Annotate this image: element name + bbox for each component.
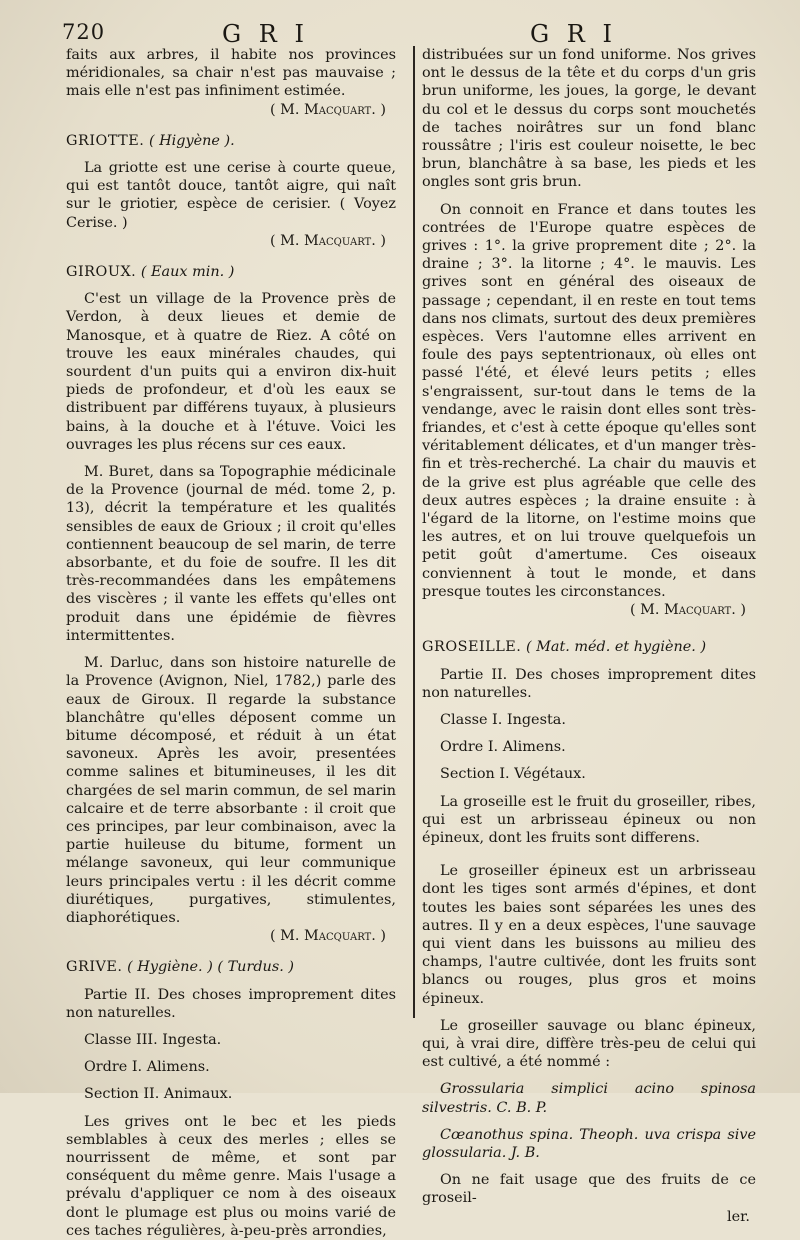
entry-paragraph: Le groseiller sauvage ou blanc épineux, qui, à vrai dire, diffère très-peu de celui qui est cultivé, a été nommé : — [422, 1017, 756, 1071]
entry-paragraph: On connoit en France et dans toutes les contrées de l'Europe quatre espèces de grives : 1°. la grive proprement dite ; 2°. la draine ; 3°. la litorne ; 4°. le mauvis. Les grives sont en général des oiseaux de passage ; cependant, il en reste en tout tems dans nos climats, surtout des deux premières espèces. Vers l'automne elles arrivent en foule des pays septentrionaux, où elles ont passé l'été, et élevé leurs petits ; elles s'engraissent, sur-tout dans le tems de la vendange, avec le raisin dont elles sont très-friandes, et c'est à cette époque qu'elles sont véritablement délicates, et d'un manger très-fin et très-recherché. La chair du mauvis et de la grive est plus agréable que celle des deux autres espèces ; la draine ensuite : à l'égard de la litorne, on l'estime moins que les autres, et on lui trouve quelquefois un petit goût d'amertume. Ces oiseaux conviennent à tout le monde, et dans presque toutes les circonstances. — [422, 201, 756, 600]
entry-heading-giroux — [66, 263, 396, 281]
entry-category: ( Higyène ). — [148, 132, 235, 149]
entry-category: ( Hygiène. ) ( Turdus. ) — [127, 959, 294, 976]
continuation-text: faits aux arbres, il habite nos provinces méridionales, sa chair n'est pas mauvaise ; mais elle n'est pas infiniment estimée. — [66, 47, 396, 100]
left-column — [66, 46, 396, 1240]
latin-name: Cœanothus spina. Theoph. uva crispa sive glossularia. J. B. — [422, 1126, 756, 1161]
classification-classe: Classe I. Ingesta. — [440, 711, 566, 728]
entry-paragraph: M. Darluc, dans son histoire naturelle de la Provence (Avignon, Niel, 1782,) parle des eaux de Giroux. Il regarde la substance blanchâtre qu'elles déposent comme un bitume décomposé, et réduit à un état savoneux. Après les avoir, presentées comme salines et bitumineuses, il les dit chargées de sel marin commun, de sel marin calcaire et de terre absorbante : il croit que ces principes, par leur combinaison, avec la partie huileuse du bitume, forment un mélange savoneux, qui leur communique leurs principales vertu : il les décrit comme diurétiques, purgatives, stimulentes, diaphorétiques. — [66, 655, 396, 926]
headword: GRIVE. — [66, 959, 123, 976]
headword: GIROUX. — [66, 264, 137, 281]
entry-category: ( Mat. méd. et hygiène. ) — [525, 639, 707, 656]
classification-partie: Partie II. Des choses improprement dites non naturelles. — [422, 666, 756, 701]
page-number: 720 — [62, 20, 106, 44]
classification-section: Section I. Végétaux. — [440, 766, 586, 783]
headword: GROSEILLE. — [422, 639, 522, 656]
entry-paragraph: Le groseiller épineux est un arbrisseau dont les tiges sont armés d'épines, et dont toutes les baies sont séparées les unes des autres. Il y en a deux espèces, l'une sauvage qui vient dans les buissons au milieu des champs, l'autre cultivée, dont les fruits sont blancs ou rouges, plus gros et moins épineux. — [422, 863, 756, 1007]
entry-paragraph: La groseille est le fruit du groseiller, ribes, qui est un arbrisseau épineux ou non épineux, dont les fruits sont differens. — [422, 793, 756, 846]
classification-classe: Classe III. Ingesta. — [84, 1031, 222, 1048]
entry-paragraph: Les grives ont le bec et les pieds semblables à ceux des merles ; elles se nourrissent de même, et sont par conséquent du même genre. Mais l'usage a prévalu d'appliquer ce nom à des oiseaux dont le plumage est plus ou moins varié de ces taches régulières, à-peu-près arrondies, — [66, 1113, 396, 1239]
column-divider — [413, 46, 415, 1018]
entry-paragraph: On ne fait usage que des fruits de ce groseil- — [422, 1172, 756, 1207]
author-signature: ( M. Macquart. ) — [269, 928, 386, 945]
entry-heading-griotte — [66, 132, 396, 150]
latin-name: Grossularia simplici acino spinosa silvestris. C. B. P. — [422, 1081, 756, 1116]
author-signature: ( M. Macquart. ) — [269, 101, 386, 118]
entry-paragraph: La griotte est une cerise à courte queue, qui est tantôt douce, tantôt aigre, qui naît sur le griotier, espèce de cerisier. ( Voyez Cerise. ) — [66, 160, 396, 231]
running-head-right: G R I — [530, 20, 617, 48]
entry-paragraph: C'est un village de la Provence près de Verdon, à deux lieues et demie de Manosque, et à quatre de Riez. A côté on trouve les eaux minérales chaudes, qui sourdent d'un puits qui a environ dix-huit pieds de profondeur, et d'où les eaux se distribuent par différens tuyaux, à plusieurs bains, à la douche et à l'étuve. Voici les ouvrages les plus récens sur ces eaux. — [66, 291, 396, 453]
author-signature: ( M. Macquart. ) — [269, 232, 386, 249]
entry-paragraph: M. Buret, dans sa Topographie médicinale de la Provence (journal de méd. tome 2, p. 13), décrit la température et les qualités sensibles de eaux de Grioux ; il croit qu'elles contiennent beaucoup de sel marin, de terre absorbante, et du foie de soufre. Il les dit très-recommandées dans les empâtemens des viscères ; il vante les effets qu'elles ont produit dans une épidémie de fièvres intermittentes. — [66, 464, 396, 644]
right-column — [422, 46, 756, 1226]
entry-heading-groseille — [422, 638, 756, 656]
page-header — [0, 12, 800, 48]
latin-synonym — [422, 1080, 756, 1116]
classification-ordre: Ordre I. Alimens. — [440, 739, 566, 756]
entry-heading-grive — [66, 958, 396, 976]
continuation-text: distribuées sur un fond uniforme. Nos grives ont le dessus de la tête et du corps d'un gris brun uniforme, les joues, la gorge, le devant du col et le dessus du corps sont mouchetés de taches noirâtres sur un fond blanc roussâtre ; l'iris est couleur noisette, le bec brun, blanchâtre à sa base, les pieds et les ongles sont gris brun. — [422, 47, 756, 191]
classification-ordre: Ordre I. Alimens. — [84, 1059, 210, 1076]
running-head-left: G R I — [222, 20, 309, 48]
entry-category: ( Eaux min. ) — [140, 264, 235, 281]
headword: GRIOTTE. — [66, 132, 145, 149]
line-continuation: ler. — [727, 1208, 750, 1225]
classification-section: Section II. Animaux. — [84, 1086, 233, 1103]
author-signature: ( M. Macquart. ) — [629, 602, 746, 619]
classification-partie: Partie II. Des choses improprement dites non naturelles. — [66, 986, 396, 1021]
latin-synonym — [422, 1126, 756, 1162]
